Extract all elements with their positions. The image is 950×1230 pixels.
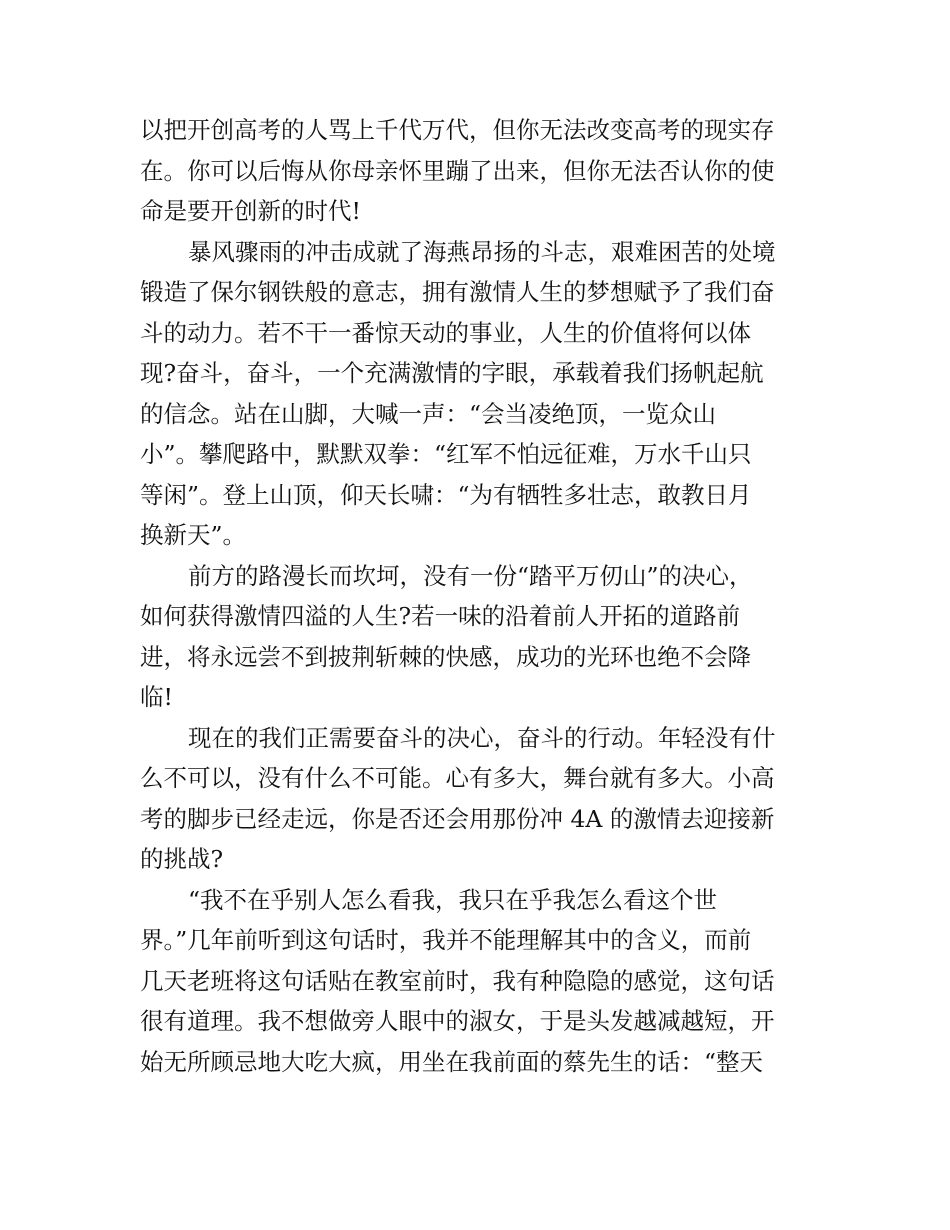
text-line: 现?奋斗，奋斗，一个充满激情的字眼，承载着我们扬帆起航 xyxy=(140,359,764,387)
text-line: 的挑战? xyxy=(140,845,224,873)
text-line: 如何获得激情四溢的人生?若一味的沿着前人开拓的道路前 xyxy=(140,602,741,630)
text-line: 进，将永远尝不到披荆斩棘的快感，成功的光环也绝不会降 xyxy=(140,642,751,671)
text-line: 界。”几年前听到这句话时，我并不能理解其中的含义，而前 xyxy=(140,926,752,954)
text-line: 前方的路漫长而坎坷，没有一份“踏平万仞山”的决心， xyxy=(188,561,753,590)
text-line: 暴风骤雨的冲击成就了海燕昂扬的斗志，艰难困苦的处境 xyxy=(188,237,776,266)
text-line: 很有道理。我不想做旁人眼中的淑女，于是头发越减越短，开 xyxy=(140,1007,775,1035)
paragraph-3 xyxy=(140,556,820,718)
text-line: 在。你可以后悔从你母亲怀里蹦了出来，但你无法否认你的使 xyxy=(140,156,775,185)
document-body xyxy=(140,110,820,1082)
text-line: 换新天”。 xyxy=(140,521,247,549)
text-line: 考的脚步已经走远，你是否还会用那份冲 4A 的激情去迎接新 xyxy=(140,804,775,833)
text-line: 临! xyxy=(140,683,173,711)
text-line: 斗的动力。若不干一番惊天动的事业，人生的价值将何以体 xyxy=(140,318,751,347)
text-line: 小”。攀爬路中，默默双拳：“红军不怕远征难，万水千山只 xyxy=(140,440,752,468)
text-line: 锻造了保尔钢铁般的意志，拥有激情人生的梦想赋予了我们奋 xyxy=(140,278,775,306)
text-line: 么不可以，没有什么不可能。心有多大，舞台就有多大。小高 xyxy=(140,764,775,792)
text-line: “我不在乎别人怎么看我，我只在乎我怎么看这个世 xyxy=(188,885,718,914)
text-line: 始无所顾忌地大吃大疯，用坐在我前面的蔡先生的话：“整天 xyxy=(140,1047,764,1076)
text-line: 等闲”。登上山顶，仰天长啸：“为有牺牲多壮志，敢教日月 xyxy=(140,480,752,509)
paragraph-4 xyxy=(140,718,820,880)
text-line: 的信念。站在山脚，大喊一声：“会当凌绝顶，一览众山 xyxy=(140,399,717,428)
paragraph-2 xyxy=(140,232,820,556)
text-line: 命是要开创新的时代! xyxy=(140,197,361,225)
text-line: 几天老班将这句话贴在教室前时，我有种隐隐的感觉，这句话 xyxy=(140,966,775,995)
paragraph-5 xyxy=(140,880,820,1083)
paragraph-1 xyxy=(140,110,820,232)
text-line: 以把开创高考的人骂上千代万代，但你无法改变高考的现实存 xyxy=(140,116,775,144)
text-line: 现在的我们正需要奋斗的决心，奋斗的行动。年轻没有什 xyxy=(188,723,776,752)
